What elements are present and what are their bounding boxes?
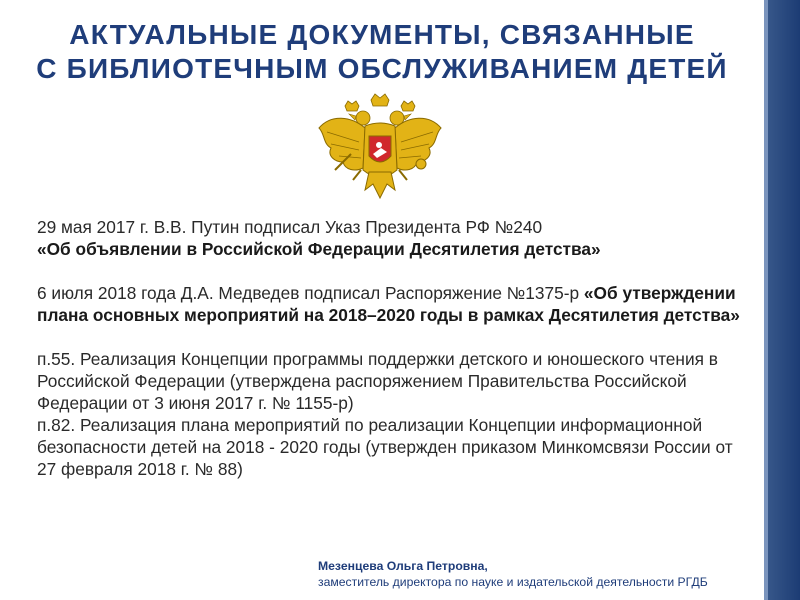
order-text: 6 июля 2018 года Д.А. Медведев подписал Распоряжение №1375-р	[37, 283, 584, 303]
author-name: Мезенцева Ольга Петровна,	[318, 559, 488, 573]
title-line-1: АКТУАЛЬНЫЕ ДОКУМЕНТЫ, СВЯЗАННЫЕ	[69, 19, 695, 50]
page-title	[0, 18, 764, 86]
author-role: заместитель директора по науке и издательской деятельности РГДБ	[318, 575, 708, 589]
title-line-2: С БИБЛИОТЕЧНЫМ ОБСЛУЖИВАНИЕМ ДЕТЕЙ	[36, 53, 728, 84]
decree-paragraph	[37, 216, 753, 260]
item-55-paragraph: п.55. Реализация Концепции программы поддержки детского и юношеского чтения в Российской Федерации (утверждена распоряжением Правительства Российской Федерации от 3 июня 2017 г. № 1155-р)	[37, 349, 718, 413]
side-stripe	[764, 0, 800, 600]
order-title: «Об утверждении плана основных мероприятий на 2018–2020 годы в рамках Десятилетия детства»	[37, 283, 740, 325]
author-credit	[318, 558, 766, 590]
decree-title: «Об объявлении в Российской Федерации Десятилетия детства»	[37, 239, 601, 259]
item-82-paragraph: п.82. Реализация плана мероприятий по реализации Концепции информационной безопасности детей на 2018 - 2020 годы (утвержден приказом Минкомсвязи России от 27 февраля 2018 г. № 88)	[37, 415, 733, 479]
order-paragraph	[37, 282, 753, 326]
document-list	[37, 216, 753, 480]
decree-text: 29 мая 2017 г. В.В. Путин подписал Указ Президента РФ №240	[37, 217, 543, 237]
russian-coat-of-arms-icon	[315, 92, 445, 204]
